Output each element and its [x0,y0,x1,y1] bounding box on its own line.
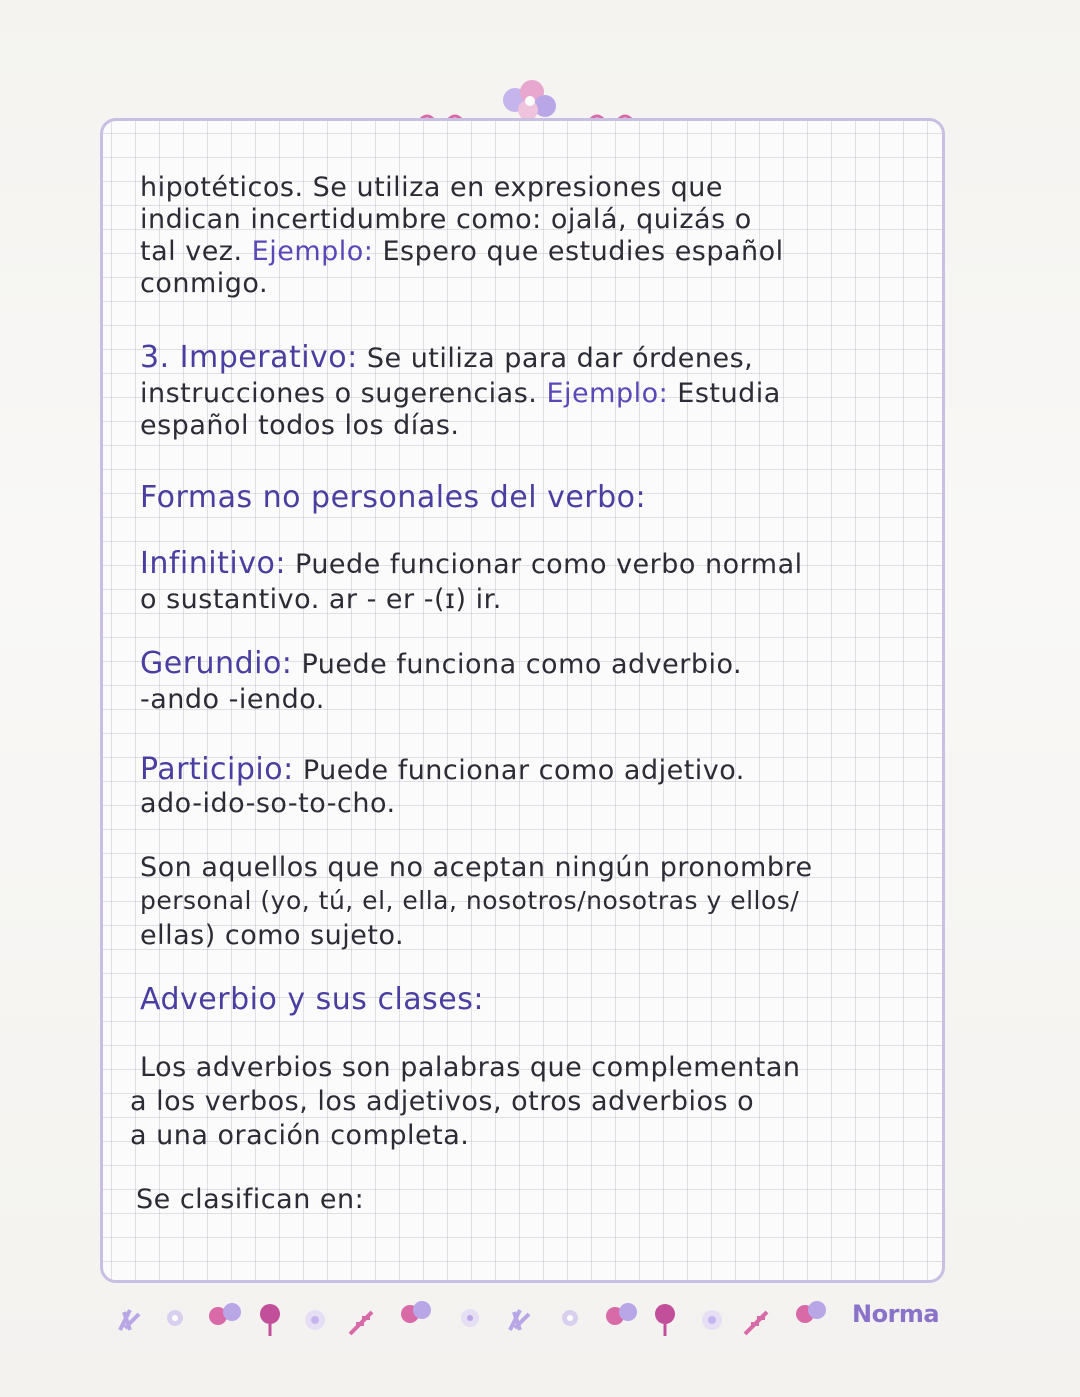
participio-line-1 [140,752,745,787]
heart-flower-icon [209,1303,241,1325]
adverbio-line-1: Los adverbios son palabras que complementan [140,1052,801,1083]
participio-label: Participio: [140,752,294,787]
forms-heading: Formas no personales del verbo: [140,480,647,515]
infinitivo-text: Puede funcionar como verbo normal [295,549,803,580]
gerundio-line-1 [140,646,742,681]
impersonal-line-1: Son aquellos que no aceptan ningún pronombre [140,852,813,883]
imperativo-text: Se utiliza para dar órdenes, [366,343,754,374]
leaf-icon [510,1310,529,1330]
impersonal-line-2: personal (yo, tú, el, ella, nosotros/nosotras y ellos/ [140,886,800,915]
imperativo-example-text: Estudia [677,378,781,409]
infinitivo-label: Infinitivo: [140,546,286,581]
gerundio-text: Puede funciona como adverbio. [301,649,743,680]
p1-line-4: conmigo. [140,268,269,299]
imperativo-line-2-start: instrucciones o sugerencias. [140,378,538,409]
adverbio-heading: Adverbio y sus clases: [140,982,484,1017]
example-label: Ejemplo: [546,378,669,409]
heart-flower-icon [655,1304,675,1336]
brand-logo: Norma [852,1300,940,1328]
p1-line-3 [140,236,784,267]
heart-flower-icon [401,1301,431,1323]
bottom-decoration [100,1290,945,1350]
adverbio-line-3: a una oración completa. [130,1120,470,1151]
gerundio-line-2: -ando -iendo. [140,684,325,715]
flower-icon [305,1310,325,1330]
infinitivo-line-1 [140,546,803,581]
clasifican-line: Se clasifican en: [136,1184,365,1215]
participio-text: Puede funcionar como adjetivo. [302,755,745,786]
p1-line-2: indican incertidumbre como: ojalá, quizás o [140,204,752,235]
adverbio-line-2: a los verbos, los adjetivos, otros adverbios o [130,1086,755,1117]
gerundio-label: Gerundio: [140,646,293,681]
flower-icon [461,1309,479,1327]
p1-line-3-start: tal vez. [140,236,243,267]
imperativo-line-2 [140,378,781,409]
p1-line-1: hipotéticos. Se utiliza en expresiones que [140,172,723,203]
impersonal-line-3: ellas) como sujeto. [140,920,405,951]
imperativo-line-1 [140,340,753,375]
p1-example-text: Espero que estudies español [382,236,784,267]
participio-line-2: ado-ido-so-to-cho. [140,788,396,819]
imperativo-heading: 3. Imperativo: [140,340,358,375]
infinitivo-line-2: o sustantivo. ar - er -(ɪ) ir. [140,584,502,615]
example-label: Ejemplo: [251,236,374,267]
imperativo-line-3: español todos los días. [140,410,460,441]
heart-flower-icon [260,1304,280,1336]
leaf-icon [120,1310,139,1330]
flower-icon [167,1310,183,1326]
leaf-icon [745,1312,767,1334]
flower-icon [562,1310,578,1326]
heart-flower-icon [606,1303,637,1325]
flower-icon [702,1310,722,1330]
flower-icon [503,80,556,120]
leaf-icon [350,1312,372,1334]
heart-flower-icon [796,1301,826,1323]
